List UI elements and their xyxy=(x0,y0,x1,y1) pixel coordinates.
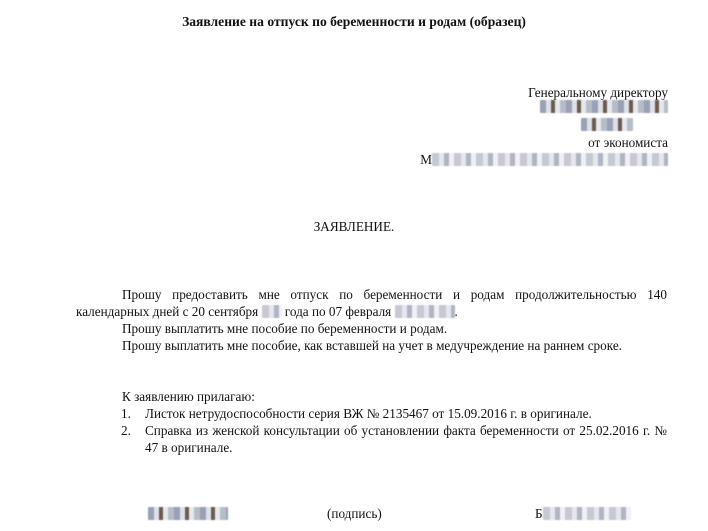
redacted-initials xyxy=(581,118,633,131)
attachment-text: Справка из женской консультации об установлении факта беременности от 25.02.2016 г. № 47 в оригинале. xyxy=(145,423,667,455)
addressee-line: Генеральному директору xyxy=(528,85,668,100)
signer-name xyxy=(535,505,631,522)
signer-name-prefix: Б xyxy=(535,506,543,521)
redacted-date xyxy=(148,507,228,520)
document-title: Заявление на отпуск по беременности и родам (образец) xyxy=(182,14,526,29)
sender-line: от экономиста xyxy=(588,135,668,150)
addressee-name xyxy=(540,98,668,115)
sender-name xyxy=(420,151,668,168)
paragraph-leave-text-2: года по 07 февраля xyxy=(284,304,392,319)
sender-name-prefix: М xyxy=(420,152,432,167)
redacted-signer xyxy=(543,507,631,520)
paragraph-benefit: Прошу выплатить мне пособие по беременности и родам. xyxy=(122,321,448,336)
paragraph-leave-end: . xyxy=(454,304,458,319)
paragraph-leave xyxy=(76,286,667,320)
attachment-item xyxy=(121,422,667,456)
document-heading: ЗАЯВЛЕНИЕ. xyxy=(313,219,395,234)
redacted-year xyxy=(262,305,282,318)
attachment-text: Листок нетрудоспособности серия ВЖ № 2135467 от 15.09.2016 г. в оригинале. xyxy=(145,406,592,421)
attachments-intro: К заявлению прилагаю: xyxy=(122,389,255,404)
redacted-year-2 xyxy=(395,305,455,318)
addressee-initials xyxy=(581,116,633,133)
attachments-list xyxy=(121,405,667,456)
paragraph-leave-text: Прошу предоставить мне отпуск по беременности и родам продолжительностью 140 календарных дней с 20 сентября xyxy=(76,287,667,319)
signature-label: (подпись) xyxy=(327,506,382,521)
redacted-sender xyxy=(432,153,668,166)
date-field xyxy=(148,505,228,522)
attachment-item xyxy=(121,405,667,422)
paragraph-early-benefit: Прошу выплатить мне пособие, как вставшей на учет в медучреждение на раннем сроке. xyxy=(122,338,622,353)
redacted-name xyxy=(540,100,668,113)
attachment-number: 2. xyxy=(121,423,131,438)
attachment-number: 1. xyxy=(121,406,131,421)
